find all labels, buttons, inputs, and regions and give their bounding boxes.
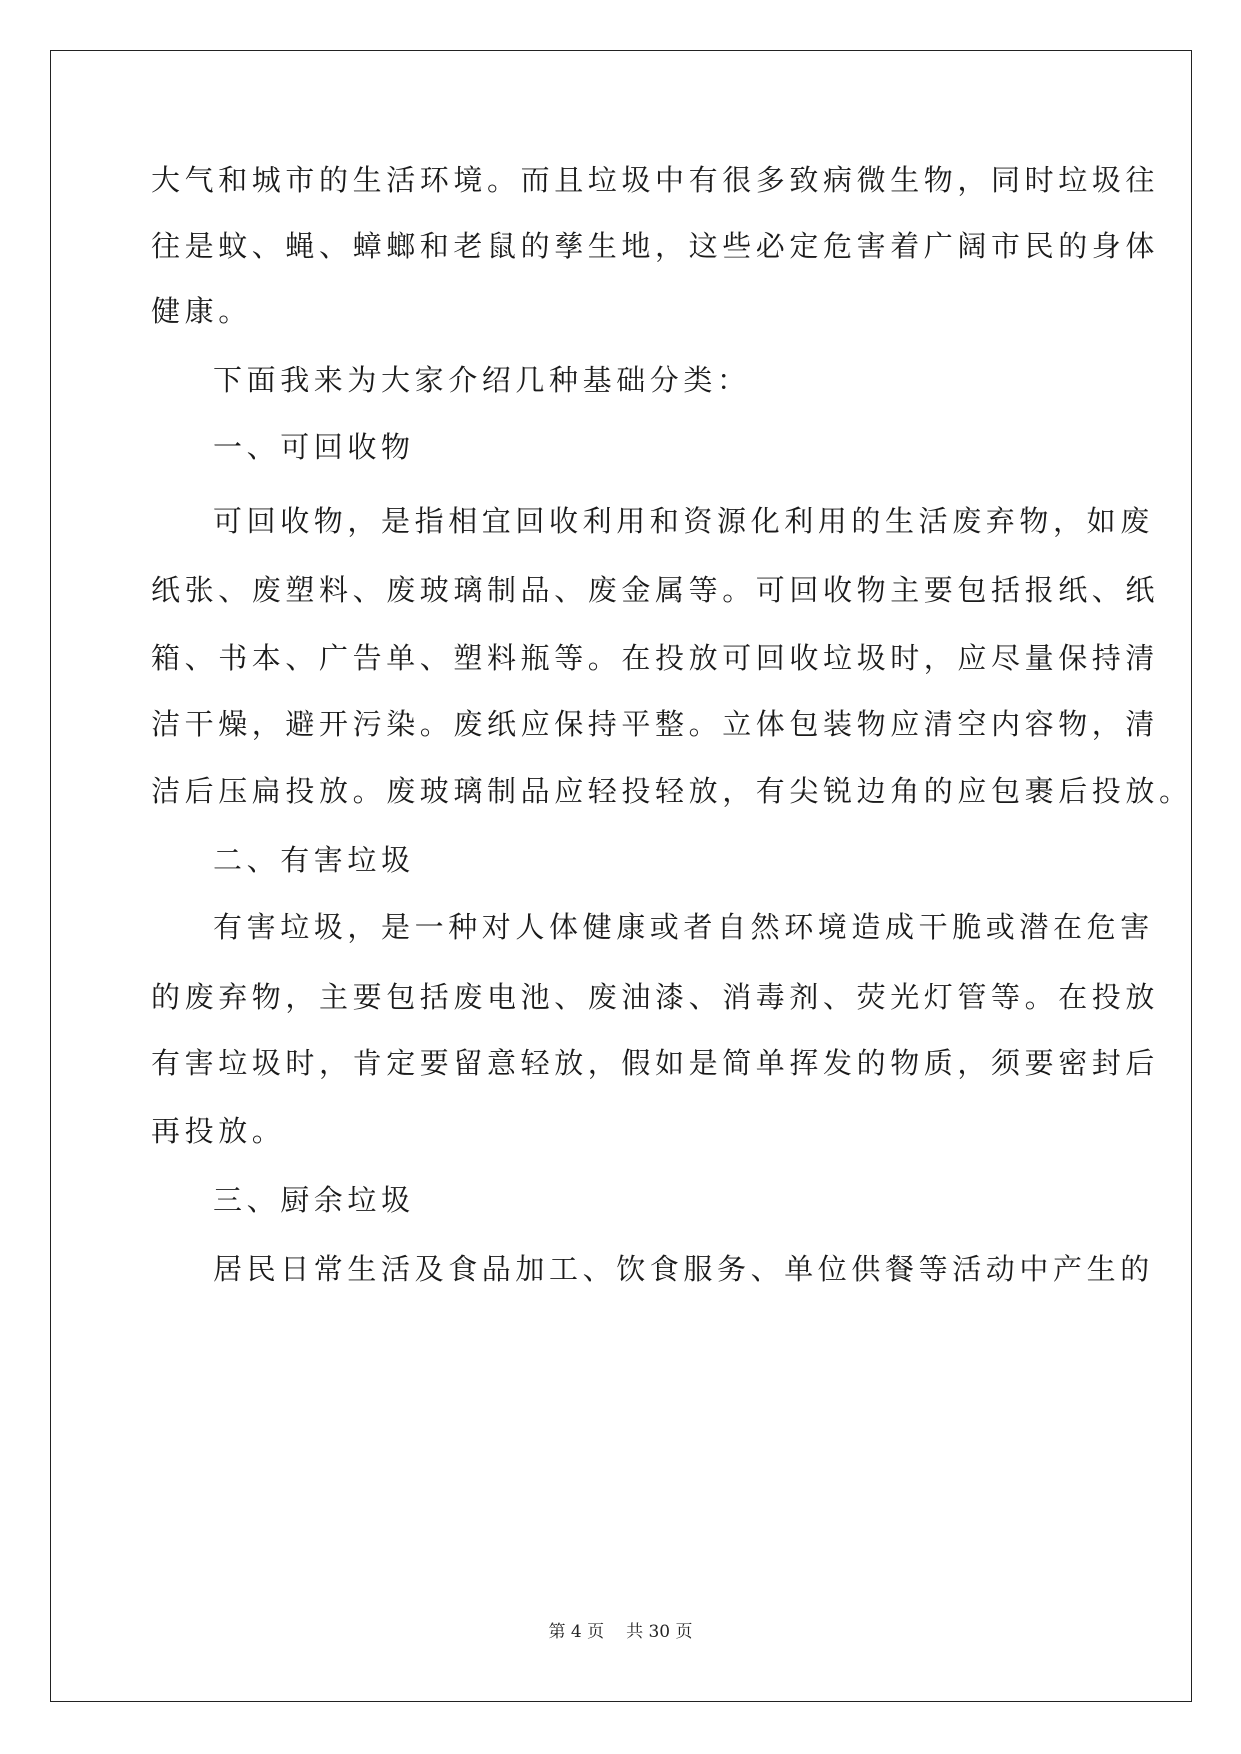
body-line: 箱、书本、广告单、塑料瓶等。在投放可回收垃圾时，应尽量保持清 [151,641,1160,675]
body-line: 洁后压扁投放。废玻璃制品应轻投轻放，有尖锐边角的应包裹后投放。 [151,774,1193,808]
page-total: 共 30 页 [626,1622,693,1642]
body-line: 的废弃物，主要包括废电池、废油漆、消毒剂、荧光灯管等。在投放 [151,980,1160,1014]
body-line: 纸张、废塑料、废玻璃制品、废金属等。可回收物主要包括报纸、纸 [151,573,1160,607]
body-line: 洁干燥，避开污染。废纸应保持平整。立体包装物应清空内容物，清 [151,707,1160,741]
page-number: 第 4 页 [548,1622,605,1642]
section-heading: 一、可回收物 [213,430,415,464]
body-line: 居民日常生活及食品加工、饮食服务、单位供餐等活动中产生的 [213,1252,1154,1286]
section-heading: 三、厨余垃圾 [213,1183,415,1217]
body-line: 有害垃圾，是一种对人体健康或者自然环境造成干脆或潜在危害 [213,910,1154,944]
page-footer [0,1617,1241,1642]
body-line: 往是蚊、蝇、蟑螂和老鼠的孳生地，这些必定危害着广阔市民的身体 [151,229,1160,263]
body-line: 下面我来为大家介绍几种基础分类： [213,363,751,397]
body-line: 有害垃圾时，肯定要留意轻放，假如是简单挥发的物质，须要密封后 [151,1046,1160,1080]
section-heading: 二、有害垃圾 [213,843,415,877]
body-line: 大气和城市的生活环境。而且垃圾中有很多致病微生物，同时垃圾往 [151,163,1160,197]
body-line: 可回收物，是指相宜回收利用和资源化利用的生活废弃物，如废 [213,504,1154,538]
body-line: 再投放。 [151,1114,286,1148]
body-line: 健康。 [151,294,252,328]
